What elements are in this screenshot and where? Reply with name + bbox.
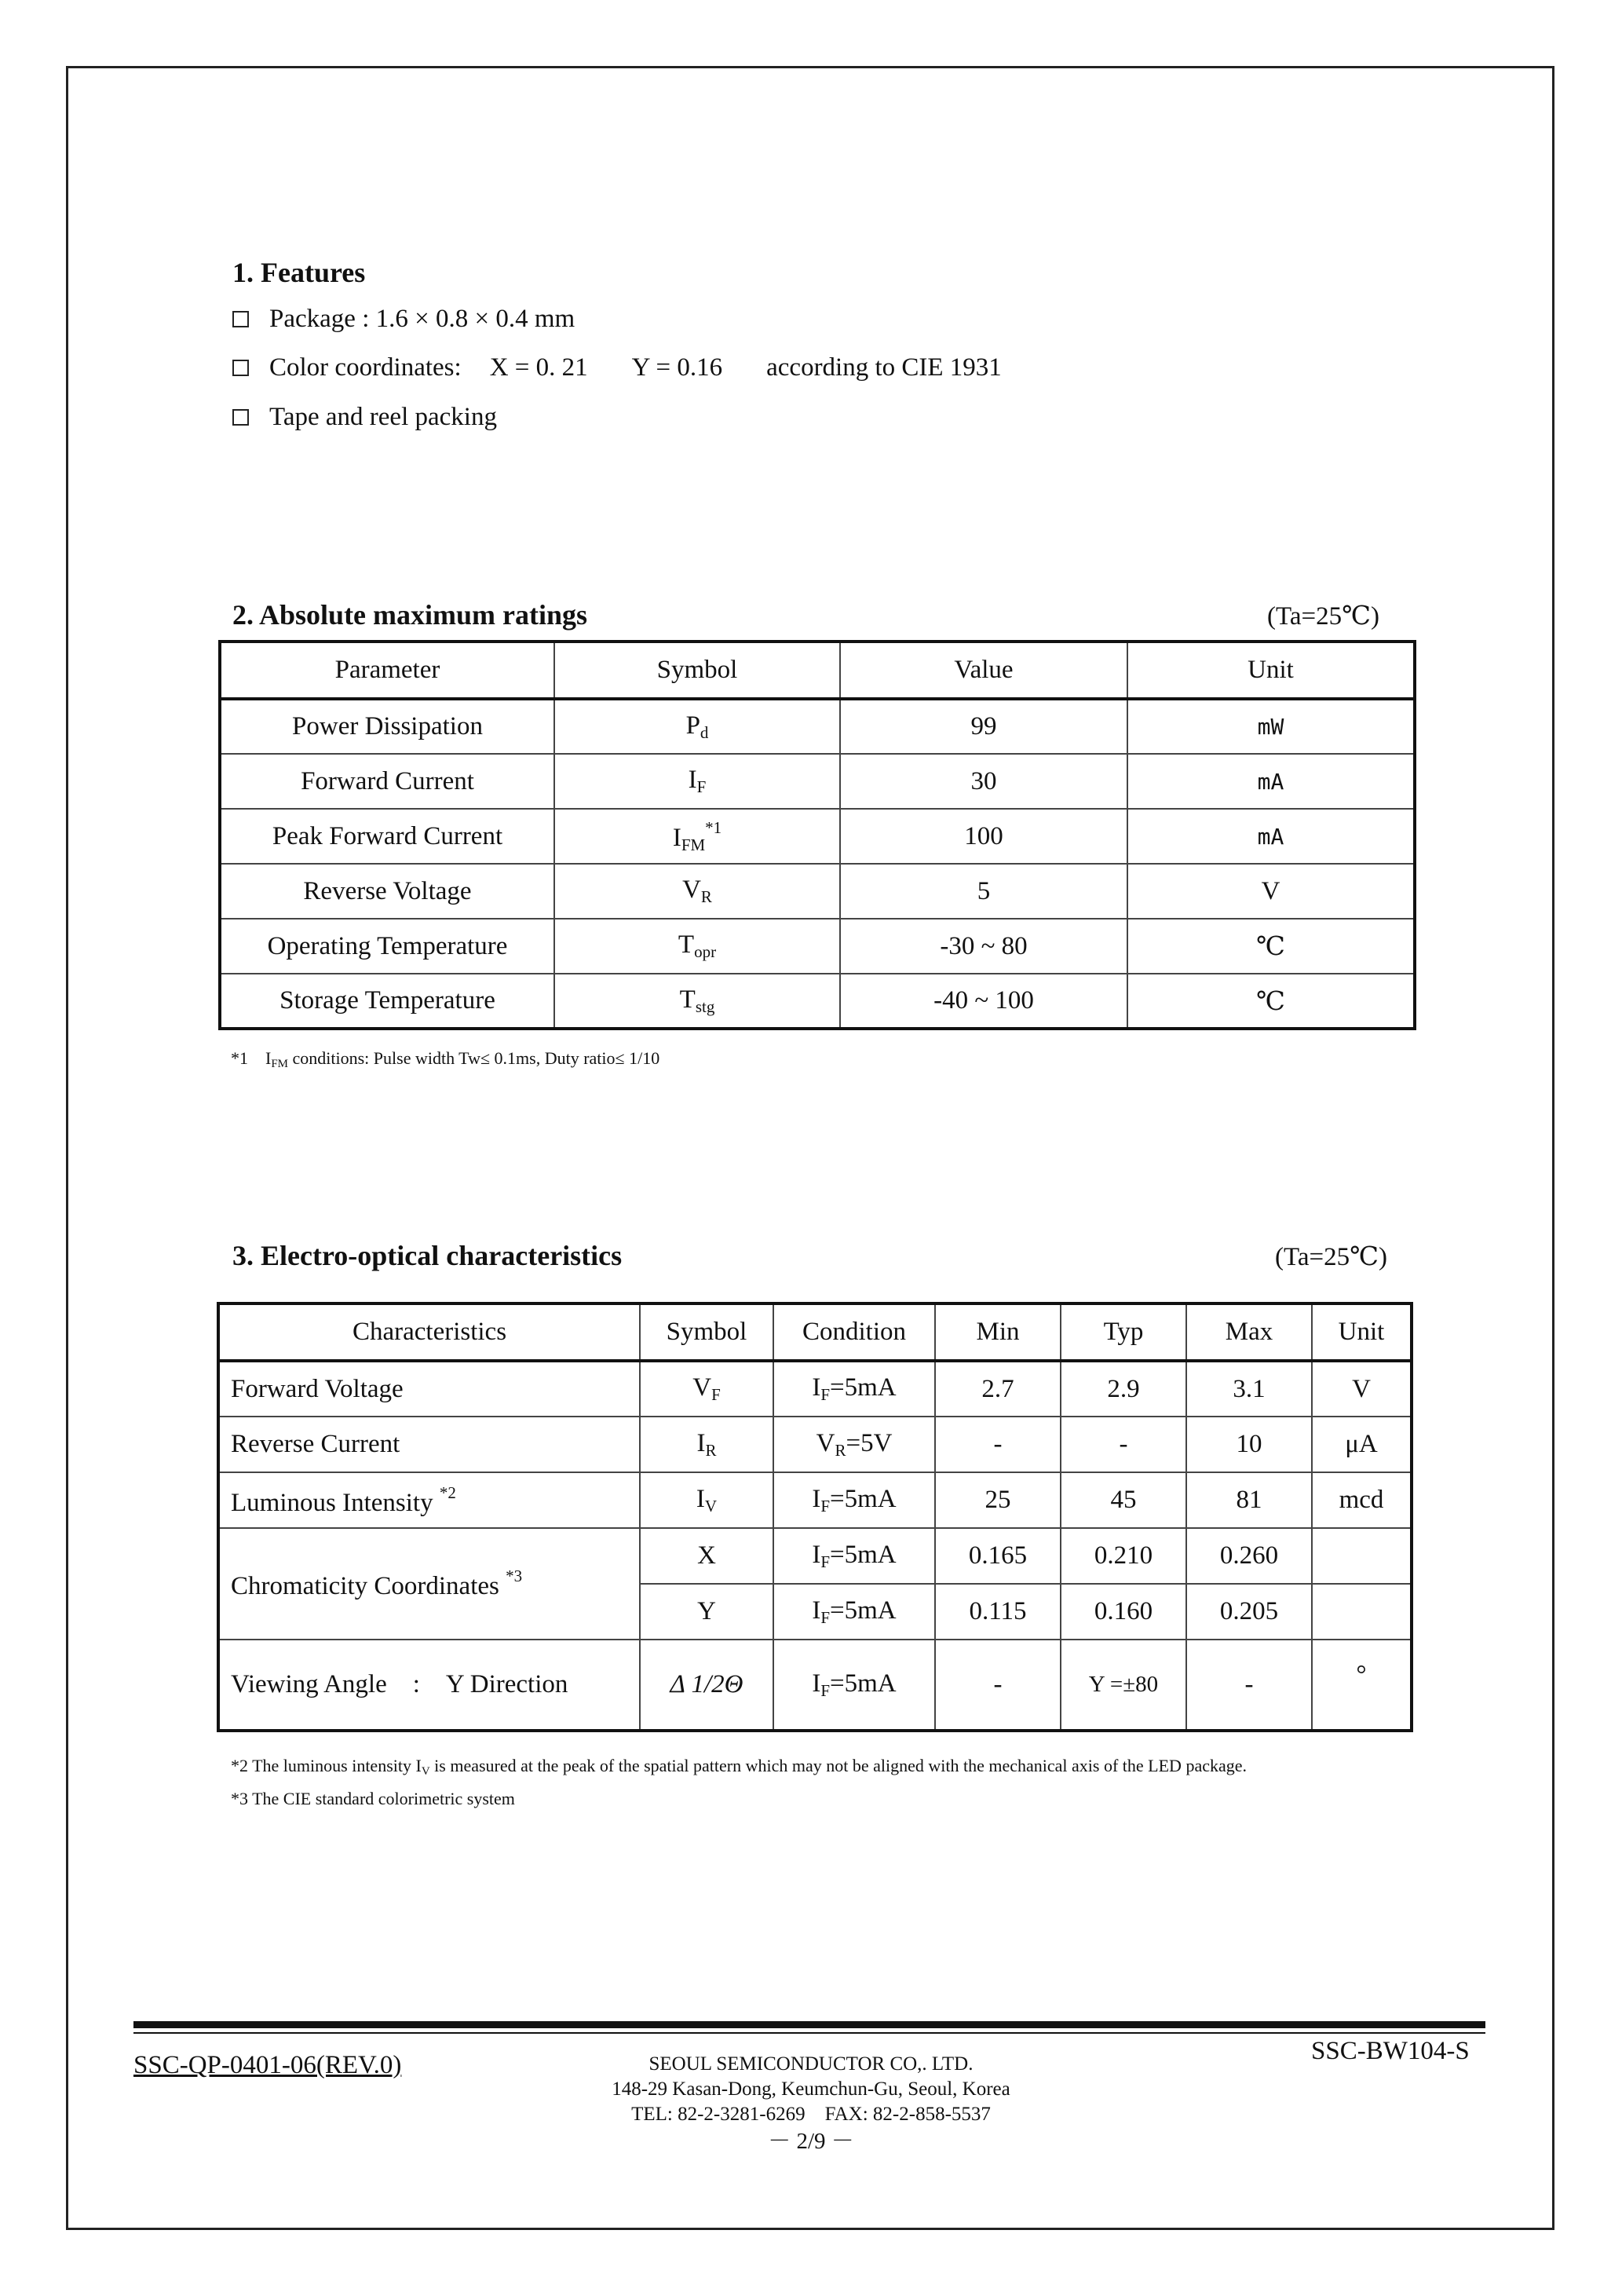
table-row: [220, 919, 1415, 974]
abs-footnote: *1 $I_{FM}$ conditions: Pulse width Tw≤ 0.1ms, Duty ratio≤ 1/10: [231, 1048, 660, 1070]
feature-color-note: according to CIE 1931: [766, 353, 1002, 382]
feature-tape: [232, 403, 497, 432]
header-cell: Symbol: [554, 642, 840, 699]
min-cell: -: [935, 1417, 1061, 1472]
condition-cell: $V_R=5V$: [773, 1417, 935, 1472]
value-cell: 99: [840, 699, 1127, 754]
param-cell: Power Dissipation: [220, 699, 554, 754]
typ-cell: 2.9: [1061, 1361, 1186, 1417]
unit-cell: mW: [1127, 699, 1415, 754]
table-row: [218, 1472, 1412, 1528]
unit-cell: mA: [1127, 809, 1415, 864]
table-row: [220, 809, 1415, 864]
symbol-cell: Y: [640, 1584, 773, 1640]
page-border: [66, 66, 1554, 2230]
table-row: [218, 1361, 1412, 1417]
feature-package-text: Package : 1.6 × 0.8 × 0.4 mm: [269, 305, 575, 333]
table-row: [218, 1528, 1412, 1584]
char-cell: Viewing Angle : Y Direction: [218, 1640, 640, 1731]
header-cell: Min: [935, 1303, 1061, 1361]
page-number: － 2/9 －: [768, 2129, 854, 2154]
eo-footnote-3: *3 The CIE standard colorimetric system: [231, 1789, 515, 1808]
checkbox-icon: [232, 360, 249, 376]
symbol-cell: $V_R$: [554, 864, 840, 919]
doc-code: SSC-QP-0401-06(REV.0): [133, 2051, 402, 2079]
header-cell: Typ: [1061, 1303, 1186, 1361]
char-cell: Chromaticity Coordinates $^{*3}$: [218, 1528, 640, 1640]
typ-cell: Y =±80: [1061, 1640, 1186, 1731]
unit-cell: [1312, 1528, 1412, 1584]
condition-cell: $I_F=5mA$: [773, 1361, 935, 1417]
symbol-cell: X: [640, 1528, 773, 1584]
abs-title: 2. Absolute maximum ratings: [232, 599, 588, 631]
header-cell: Symbol: [640, 1303, 773, 1361]
value-cell: 30: [840, 754, 1127, 809]
min-cell: 25: [935, 1472, 1061, 1528]
min-cell: 0.165: [935, 1528, 1061, 1584]
unit-cell: mcd: [1312, 1472, 1412, 1528]
typ-cell: 0.210: [1061, 1528, 1186, 1584]
condition-cell: $I_F=5mA$: [773, 1584, 935, 1640]
min-cell: 2.7: [935, 1361, 1061, 1417]
table-row: [220, 974, 1415, 1029]
typ-cell: 45: [1061, 1472, 1186, 1528]
param-cell: Reverse Voltage: [220, 864, 554, 919]
feature-color-y: Y = 0.16: [631, 353, 723, 382]
unit-cell: ℃: [1127, 919, 1415, 974]
eo-footnote-2: *2 The luminous intensity $I_V$ is measured at the peak of the spatial pattern which may not be aligned with the mechanical axis of the LED package.: [231, 1756, 1248, 1778]
abs-max-table: [218, 640, 1416, 1030]
symbol-cell: $P_d$: [554, 699, 840, 754]
unit-cell: V: [1312, 1361, 1412, 1417]
part-number: SSC-BW104-S: [1311, 2037, 1470, 2065]
symbol-cell: $T_{opr}$: [554, 919, 840, 974]
value-cell: 5: [840, 864, 1127, 919]
param-cell: Forward Current: [220, 754, 554, 809]
electro-optical-table: [217, 1302, 1413, 1732]
char-cell: Forward Voltage: [218, 1361, 640, 1417]
company-contact: TEL: 82-2-3281-6269 FAX: 82-2-858-5537: [631, 2104, 991, 2125]
header-cell: Condition: [773, 1303, 935, 1361]
condition-cell: $I_F=5mA$: [773, 1472, 935, 1528]
param-cell: Peak Forward Current: [220, 809, 554, 864]
header-cell: Value: [840, 642, 1127, 699]
max-cell: 81: [1186, 1472, 1312, 1528]
unit-cell: μA: [1312, 1417, 1412, 1472]
param-cell: Operating Temperature: [220, 919, 554, 974]
eo-ta: (Ta=25℃): [1275, 1243, 1388, 1271]
max-cell: -: [1186, 1640, 1312, 1731]
max-cell: 10: [1186, 1417, 1312, 1472]
condition-cell: $I_F=5mA$: [773, 1528, 935, 1584]
max-cell: 3.1: [1186, 1361, 1312, 1417]
value-cell: 100: [840, 809, 1127, 864]
param-cell: Storage Temperature: [220, 974, 554, 1029]
symbol-cell: $I_V$: [640, 1472, 773, 1528]
symbol-cell: $I_{FM}^{*1}$: [554, 809, 840, 864]
symbol-cell: $I_R$: [640, 1417, 773, 1472]
unit-cell: ℃: [1127, 974, 1415, 1029]
header-cell: Unit: [1127, 642, 1415, 699]
checkbox-icon: [232, 409, 249, 426]
char-cell: Luminous Intensity $^{*2}$: [218, 1472, 640, 1528]
table-row: [220, 699, 1415, 754]
unit-cell: °: [1312, 1640, 1412, 1731]
company-address: 148-29 Kasan-Dong, Keumchun-Gu, Seoul, Korea: [612, 2078, 1010, 2100]
feature-package: [232, 305, 575, 334]
symbol-cell: $V_F$: [640, 1361, 773, 1417]
symbol-cell: $I_F$: [554, 754, 840, 809]
max-cell: 0.205: [1186, 1584, 1312, 1640]
char-cell: Reverse Current: [218, 1417, 640, 1472]
feature-tape-text: Tape and reel packing: [269, 403, 497, 431]
feature-color: [232, 353, 1002, 382]
feature-color-label: Color coordinates:: [269, 353, 462, 382]
company-name: SEOUL SEMICONDUCTOR CO,. LTD.: [648, 2053, 974, 2075]
value-cell: -30 ~ 80: [840, 919, 1127, 974]
eo-title: 3. Electro-optical characteristics: [232, 1240, 623, 1271]
footer-rule-thin: [133, 2032, 1485, 2034]
abs-ta: (Ta=25℃): [1267, 602, 1380, 631]
table-row: [218, 1417, 1412, 1472]
table-row: [220, 754, 1415, 809]
header-cell: Unit: [1312, 1303, 1412, 1361]
value-cell: -40 ~ 100: [840, 974, 1127, 1029]
typ-cell: 0.160: [1061, 1584, 1186, 1640]
header-cell: Characteristics: [218, 1303, 640, 1361]
unit-cell: [1312, 1584, 1412, 1640]
min-cell: 0.115: [935, 1584, 1061, 1640]
unit-cell: mA: [1127, 754, 1415, 809]
table-header-row: [220, 642, 1415, 699]
condition-cell: $I_F=5mA$: [773, 1640, 935, 1731]
feature-color-x: X = 0. 21: [489, 353, 588, 382]
footer-rule-thick: [133, 2021, 1485, 2028]
features-title: 1. Features: [232, 257, 366, 288]
table-row: [220, 864, 1415, 919]
checkbox-icon: [232, 311, 249, 327]
table-row: [218, 1640, 1412, 1731]
symbol-cell: Δ 1/2Θ: [640, 1640, 773, 1731]
unit-cell: V: [1127, 864, 1415, 919]
table-header-row: [218, 1303, 1412, 1361]
header-cell: Parameter: [220, 642, 554, 699]
symbol-cell: $T_{stg}$: [554, 974, 840, 1029]
min-cell: -: [935, 1640, 1061, 1731]
max-cell: 0.260: [1186, 1528, 1312, 1584]
typ-cell: -: [1061, 1417, 1186, 1472]
header-cell: Max: [1186, 1303, 1312, 1361]
